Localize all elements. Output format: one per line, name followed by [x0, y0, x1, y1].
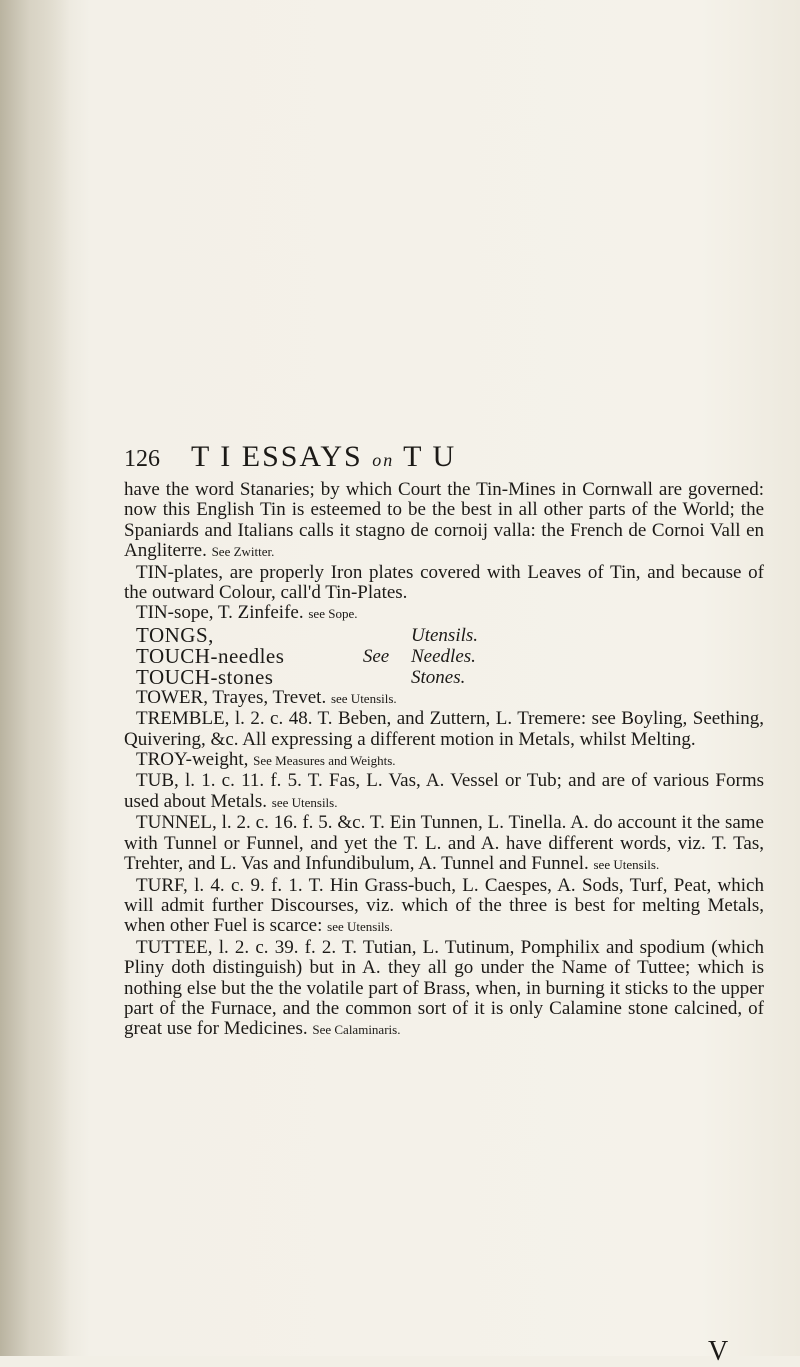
- entry-tin-sope-see: see Sope.: [308, 606, 358, 622]
- see-word: See: [362, 645, 390, 667]
- page-number: 126: [124, 446, 160, 472]
- entry-turf-text: TURF, l. 4. c. 9. f. 1. T. Hin Grass-buch, L. Caespes, A. Sods, Turf, Peat, which will admit further Discourses, viz. which of the three is best for melting Metals, when other Fuel is scarce:: [124, 874, 764, 937]
- entry-tremble: [124, 709, 764, 750]
- entry-tunnel-see: see Utensils.: [593, 857, 660, 873]
- entry-intro: [124, 480, 764, 563]
- entry-troy: [124, 750, 764, 771]
- dictionary-text: [124, 480, 764, 1041]
- see-needles: Needles.: [411, 645, 476, 667]
- entry-touch-needles: TOUCH-needles: [136, 643, 285, 668]
- entry-turf: [124, 876, 764, 938]
- entry-tower-see: see Utensils.: [330, 690, 397, 706]
- entry-tin-sope: [124, 603, 764, 624]
- entry-tin-sope-text: TIN-sope, T. Zinfeife.: [136, 602, 304, 624]
- entry-tub: [124, 771, 764, 813]
- entry-tuttee-text: TUTTEE, l. 2. c. 39. f. 2. T. Tutian, L. Tutinum, Pomphilix and spodium (which Pliny doth distinguish) but in A. they all go under the Name of Tuttee; which is nothing else but the the volatile part of Brass, when, in burning it sticks to the upper part of the Furnace, and the common sort of it is only Calamine stone calcined, of great use for Medicines.: [124, 936, 764, 1040]
- entry-intro-text: have the word Stanaries; by which Court the Tin-Mines in Cornwall are governed: now this English Tin is esteemed to be the best in all other parts of the World; the Spaniards and Italians calls it stagno de cornoij valla: the French de Cornoi Vall en Angliterre.: [124, 479, 764, 562]
- entry-troy-see: See Measures and Weights.: [253, 753, 396, 769]
- running-title-left: T I ESSAYS: [190, 440, 363, 473]
- entry-tuttee-see: See Calaminaris.: [312, 1022, 401, 1038]
- entry-tub-see: see Utensils.: [271, 794, 338, 810]
- entry-tuttee: [124, 938, 764, 1041]
- entry-tub-text: TUB, l. 1. c. 11. f. 5. T. Fas, L. Vas, A. Vessel or Tub; and are of various Forms used about Metals.: [124, 770, 764, 812]
- running-head: [124, 440, 764, 474]
- entry-tin-plates-text: TIN-plates, are properly Iron plates covered with Leaves of Tin, and because of the outward Colour, call'd Tin-Plates.: [124, 561, 764, 604]
- entry-troy-text: TROY-weight,: [136, 749, 249, 771]
- entry-tin-plates: [124, 563, 764, 604]
- see-utensils: Utensils.: [411, 624, 479, 646]
- entry-tunnel-text: TUNNEL, l. 2. c. 16. f. 5. &c. T. Ein Tunnen, L. Tinella. A. do account it the same with Tunnel or Funnel, and yet the T. L. and A. have different words, viz. T. Tas, Trehter, and L. Vas and Infundibulum, A. Tunnel and Funnel.: [124, 812, 764, 875]
- entry-tunnel: [124, 813, 764, 875]
- entry-tremble-text: TREMBLE, l. 2. c. 48. T. Beben, and Zuttern, L. Tremere: see Boyling, Seething, Quivering, &c. All expressing a different motion in Metals, whilst Melting.: [124, 708, 764, 750]
- entry-tower-text: TOWER, Trayes, Trevet.: [136, 686, 327, 708]
- entry-tongs: TONGS,: [136, 622, 214, 647]
- entry-intro-see: See Zwitter.: [211, 544, 275, 560]
- running-title-on: on: [372, 450, 395, 470]
- running-title-right: T U: [403, 440, 457, 473]
- see-stones: Stones.: [411, 666, 466, 688]
- page-gutter-shadow: [0, 0, 70, 1356]
- entry-tongs-touch-group: [136, 622, 764, 689]
- catchword: V: [708, 1336, 729, 1367]
- entry-tower: [124, 688, 764, 709]
- entry-touch-stones: TOUCH-stones: [136, 664, 274, 689]
- entry-turf-see: see Utensils.: [327, 919, 393, 935]
